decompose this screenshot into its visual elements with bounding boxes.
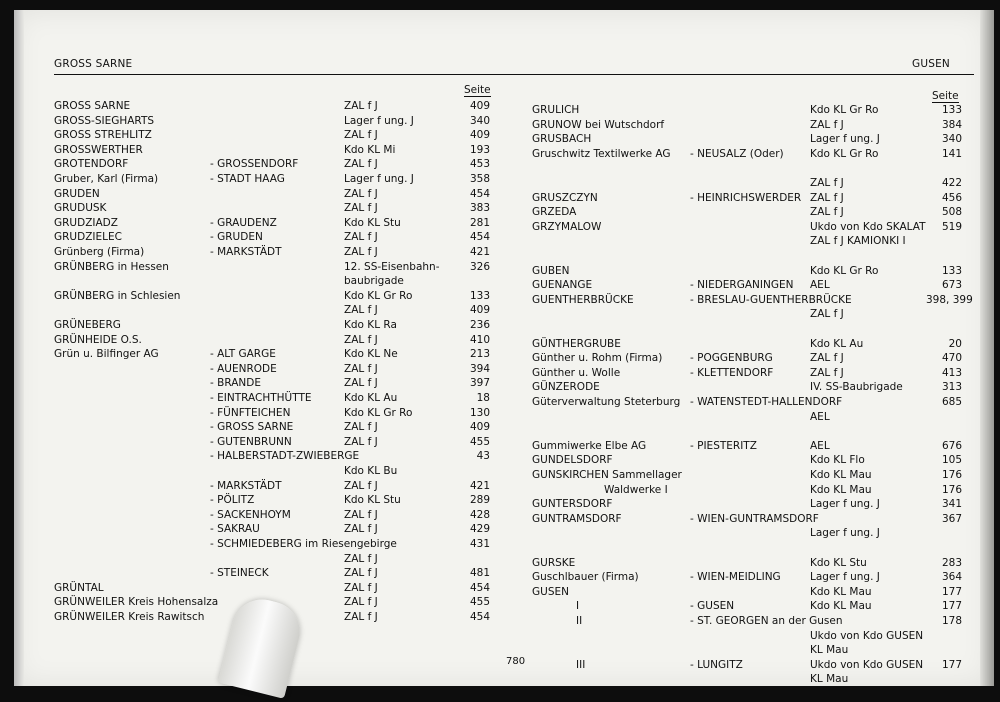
left-entry-subcamp: - MARKSTÄDT bbox=[210, 246, 282, 258]
left-entry-type: Lager f ung. J bbox=[344, 173, 414, 185]
right-entry-page: 105 bbox=[941, 454, 962, 467]
header-right-title: GUSEN bbox=[912, 58, 950, 70]
right-entry-type: KL Mau bbox=[810, 673, 849, 686]
left-entry-name: GROSS STREHLITZ bbox=[54, 129, 152, 142]
header-rule bbox=[54, 74, 974, 75]
right-entry-subcamp: - PIESTERITZ bbox=[690, 439, 757, 452]
right-entry-subcamp: - BRESLAU-GUENTHERBRÜCKE bbox=[690, 293, 852, 306]
left-entry-type: ZAL f J bbox=[344, 246, 378, 258]
right-entry-type: ZAL f J bbox=[810, 118, 844, 131]
right-entry-page: 422 bbox=[941, 177, 962, 189]
left-entry-name: GRUDZIELEC bbox=[54, 231, 122, 244]
left-entry-type: Kdo KL Mi bbox=[344, 143, 396, 156]
left-entry-subcamp: - STEINECK bbox=[210, 567, 269, 580]
right-entry-page: 340 bbox=[941, 133, 962, 146]
left-entry-type: ZAL f J bbox=[344, 596, 378, 609]
left-entry-page: 431 bbox=[469, 538, 490, 550]
left-entry-type: Kdo KL Stu bbox=[344, 494, 401, 507]
right-entry-subcamp: - WATENSTEDT-HALLENDORF bbox=[690, 396, 843, 408]
left-entry-name: GRUDEN bbox=[54, 187, 100, 200]
left-entry-subcamp: - BRANDE bbox=[210, 377, 261, 390]
left-entry-name: GROTENDORF bbox=[54, 158, 129, 171]
left-entry-page: 193 bbox=[469, 143, 490, 156]
right-entry-page: 398, 399 bbox=[926, 293, 973, 306]
right-seite-heading: Seite bbox=[932, 90, 959, 102]
left-entry-subcamp: - PÖLITZ bbox=[210, 494, 255, 507]
left-entry-type: Kdo KL Bu bbox=[344, 465, 398, 477]
left-entry-page: 133 bbox=[469, 289, 490, 302]
left-entry-page: 130 bbox=[469, 406, 490, 419]
right-entry-name: GURSKE bbox=[532, 556, 576, 569]
right-entry-type: Lager f ung. J bbox=[810, 527, 880, 540]
left-entry-page: 455 bbox=[469, 435, 490, 448]
right-entry-name: GUBEN bbox=[532, 264, 570, 277]
right-entry-name: GUNTERSDORF bbox=[532, 498, 613, 511]
right-entry-page: 673 bbox=[941, 279, 962, 292]
left-entry-type: ZAL f J bbox=[344, 552, 378, 565]
right-entry-name: GUENTHERBRÜCKE bbox=[532, 293, 634, 306]
left-entry-subcamp: - GUTENBRUNN bbox=[210, 435, 292, 448]
right-entry-subcamp: - WIEN-GUNTRAMSDORF bbox=[690, 512, 819, 525]
right-entry-page: 133 bbox=[941, 264, 962, 277]
right-entry-name: III bbox=[576, 658, 586, 671]
right-entry-type: ZAL f J bbox=[810, 352, 844, 365]
right-entry-type: ZAL f J bbox=[810, 366, 844, 379]
right-entry-type: ZAL f J bbox=[810, 206, 844, 219]
left-entry-page: 410 bbox=[469, 333, 490, 346]
left-entry-subcamp: - STADT HAAG bbox=[210, 173, 285, 185]
right-entry-type: ZAL f J bbox=[810, 308, 844, 321]
right-entry-type: KL Mau bbox=[810, 644, 849, 657]
right-entry-type: AEL bbox=[810, 410, 830, 423]
right-entry-name: GRZYMALOW bbox=[532, 220, 602, 233]
left-entry-name: GRÜNBERG in Hessen bbox=[54, 260, 169, 273]
right-entry-name: Günther u. Rohm (Firma) bbox=[532, 352, 663, 365]
left-entry-type: ZAL f J bbox=[344, 421, 378, 434]
left-entry-page: 281 bbox=[469, 216, 490, 229]
book-page bbox=[14, 10, 990, 686]
right-entry-type: ZAL f J bbox=[810, 191, 844, 204]
left-entry-subcamp: - GROSS SARNE bbox=[210, 421, 294, 434]
right-entry-name: GÜNTHERGRUBE bbox=[532, 337, 621, 350]
left-entry-name: GRÜNHEIDE O.S. bbox=[54, 333, 142, 346]
right-entry-page: 341 bbox=[941, 498, 962, 511]
right-entry-page: 20 bbox=[948, 337, 962, 350]
left-seite-heading: Seite bbox=[464, 84, 491, 96]
right-entry-page: 176 bbox=[941, 483, 962, 496]
left-entry-type: Kdo KL Gr Ro bbox=[344, 289, 413, 302]
right-entry-type: Kdo KL Mau bbox=[810, 469, 872, 481]
left-entry-page: 421 bbox=[469, 246, 490, 258]
right-entry-subcamp: - GUSEN bbox=[690, 600, 735, 613]
left-entry-type: Kdo KL Gr Ro bbox=[344, 406, 413, 419]
left-entry-type: ZAL f J bbox=[344, 129, 378, 142]
right-entry-type: Lager f ung. J bbox=[810, 571, 880, 584]
left-entry-subcamp: - ALT GARGE bbox=[210, 348, 276, 361]
left-entry-page: 358 bbox=[469, 173, 490, 185]
left-entry-page: 383 bbox=[469, 202, 490, 215]
right-entry-subcamp: - POGGENBURG bbox=[690, 352, 773, 365]
right-entry-page: 456 bbox=[941, 191, 962, 204]
right-entry-subcamp: - LUNGITZ bbox=[690, 658, 743, 671]
right-entry-type: Kdo KL Flo bbox=[810, 454, 865, 467]
left-entry-page: 409 bbox=[469, 304, 490, 317]
left-entry-name: GRÜNWEILER Kreis Rawitsch bbox=[54, 611, 205, 623]
left-entry-page: 454 bbox=[469, 611, 490, 623]
right-entry-page: 313 bbox=[941, 381, 962, 394]
left-entry-type: Kdo KL Stu bbox=[344, 216, 401, 229]
left-entry-subcamp: - HALBERSTADT-ZWIEBERGE bbox=[210, 450, 360, 463]
right-entry-name: GUENANGE bbox=[532, 279, 593, 292]
left-entry-type: ZAL f J bbox=[344, 304, 378, 317]
right-entry-page: 685 bbox=[941, 396, 962, 408]
left-entry-type: ZAL f J bbox=[344, 435, 378, 448]
left-entry-page: 428 bbox=[469, 508, 490, 521]
right-entry-page: 141 bbox=[941, 147, 962, 160]
right-entry-subcamp: - WIEN-MEIDLING bbox=[690, 571, 781, 584]
right-entry-page: 176 bbox=[941, 469, 962, 481]
right-entry-page: 519 bbox=[941, 220, 962, 233]
right-entry-type: Kdo KL Mau bbox=[810, 585, 872, 598]
left-entry-type: ZAL f J bbox=[344, 508, 378, 521]
right-entry-name: GRUNOW bei Wutschdorf bbox=[532, 118, 665, 131]
right-entry-name: II bbox=[576, 615, 583, 627]
right-entry-page: 364 bbox=[941, 571, 962, 584]
right-entry-page: 177 bbox=[941, 585, 962, 598]
right-entry-type: Ukdo von Kdo GUSEN bbox=[810, 629, 924, 642]
left-entry-type: ZAL f J bbox=[344, 362, 378, 375]
left-entry-page: 394 bbox=[469, 362, 490, 375]
right-entry-name: GÜNZERODE bbox=[532, 381, 600, 394]
left-entry-type: ZAL f J bbox=[344, 479, 378, 492]
left-entry-page: 455 bbox=[469, 596, 490, 609]
left-entry-page: 409 bbox=[469, 421, 490, 434]
left-entry-subcamp: - AUENRODE bbox=[210, 362, 277, 375]
left-entry-type: ZAL f J bbox=[344, 567, 378, 580]
header-left-title: GROSS SARNE bbox=[54, 58, 133, 70]
right-entry-page: 367 bbox=[941, 512, 962, 525]
left-entry-page: 481 bbox=[469, 567, 490, 580]
left-entry-page: 453 bbox=[469, 158, 490, 171]
right-entry-name: GUNTRAMSDORF bbox=[532, 512, 622, 525]
right-entry-type: ZAL f J KAMIONKI I bbox=[810, 235, 906, 248]
right-entry-page: 508 bbox=[941, 206, 962, 219]
right-entry-page: 177 bbox=[941, 658, 962, 671]
right-entry-name: GUNSKIRCHEN Sammellager bbox=[532, 469, 682, 481]
right-entry-name: GRUSBACH bbox=[532, 133, 592, 146]
left-entry-type: ZAL f J bbox=[344, 333, 378, 346]
left-entry-type: baubrigade bbox=[344, 275, 404, 288]
right-entry-page: 384 bbox=[941, 118, 962, 131]
left-entry-type: 12. SS-Eisenbahn- bbox=[344, 260, 440, 273]
left-entry-type: ZAL f J bbox=[344, 231, 378, 244]
right-entry-subcamp: - KLETTENDORF bbox=[690, 366, 774, 379]
left-entry-type: ZAL f J bbox=[344, 158, 378, 171]
left-entry-type: Lager f ung. J bbox=[344, 114, 414, 127]
left-entry-page: 43 bbox=[476, 450, 490, 463]
left-entry-name: GROSS SARNE bbox=[54, 100, 131, 112]
left-entry-type: ZAL f J bbox=[344, 377, 378, 390]
left-entry-name: Gruber, Karl (Firma) bbox=[54, 173, 159, 185]
left-entry-type: ZAL f J bbox=[344, 523, 378, 536]
right-entry-page: 676 bbox=[941, 439, 962, 452]
right-entry-type: Lager f ung. J bbox=[810, 133, 880, 146]
left-entry-name: GROSSWERTHER bbox=[54, 143, 143, 156]
left-entry-type: ZAL f J bbox=[344, 100, 378, 112]
left-entry-name: Grün u. Bilfinger AG bbox=[54, 348, 159, 361]
right-entry-page: 178 bbox=[941, 615, 962, 627]
left-entry-subcamp: - GRAUDENZ bbox=[210, 216, 277, 229]
right-entry-type: Lager f ung. J bbox=[810, 498, 880, 511]
left-entry-page: 454 bbox=[469, 187, 490, 200]
right-entry-subcamp: - ST. GEORGEN an der Gusen bbox=[690, 615, 843, 627]
right-entry-type: Kdo KL Gr Ro bbox=[810, 264, 879, 277]
left-entry-name: Grünberg (Firma) bbox=[54, 246, 145, 258]
left-entry-page: 18 bbox=[476, 392, 490, 404]
right-entry-name: Guschlbauer (Firma) bbox=[532, 571, 639, 584]
left-entry-page: 340 bbox=[469, 114, 490, 127]
right-entry-type: Kdo KL Au bbox=[810, 337, 864, 350]
left-entry-subcamp: - EINTRACHTHÜTTE bbox=[210, 392, 312, 404]
left-entry-page: 236 bbox=[469, 319, 490, 331]
left-entry-name: GRÜNEBERG bbox=[54, 319, 121, 331]
left-entry-page: 409 bbox=[469, 129, 490, 142]
left-entry-name: GRÜNBERG in Schlesien bbox=[54, 289, 181, 302]
right-entry-page: 470 bbox=[941, 352, 962, 365]
left-entry-name: GRUDZIADZ bbox=[54, 216, 118, 229]
right-entry-name: GUNDELSDORF bbox=[532, 454, 613, 467]
left-entry-name: GRÜNWEILER Kreis Hohensalza bbox=[54, 596, 219, 609]
left-entry-name: GRÜNTAL bbox=[54, 581, 104, 594]
left-entry-subcamp: - GRUDEN bbox=[210, 231, 263, 244]
right-entry-type: Kdo KL Mau bbox=[810, 483, 872, 496]
right-entry-type: Kdo KL Gr Ro bbox=[810, 147, 879, 160]
left-entry-page: 289 bbox=[469, 494, 490, 507]
right-entry-page: 413 bbox=[941, 366, 962, 379]
left-entry-page: 326 bbox=[469, 260, 490, 273]
left-entry-subcamp: - GROSSENDORF bbox=[210, 158, 299, 171]
left-entry-page: 454 bbox=[469, 581, 490, 594]
left-entry-subcamp: - MARKSTÄDT bbox=[210, 479, 282, 492]
right-entry-subcamp: - NIEDERGANINGEN bbox=[690, 279, 794, 292]
page-left-edge bbox=[14, 10, 24, 686]
left-entry-page: 429 bbox=[469, 523, 490, 536]
right-entry-page: 177 bbox=[941, 600, 962, 613]
page-right-curl bbox=[980, 10, 994, 686]
left-entry-type: ZAL f J bbox=[344, 187, 378, 200]
left-entry-type: Kdo KL Ne bbox=[344, 348, 398, 361]
left-entry-page: 409 bbox=[469, 100, 490, 112]
right-entry-page: 283 bbox=[941, 556, 962, 569]
right-entry-name: Güterverwaltung Steterburg bbox=[532, 396, 681, 408]
left-entry-subcamp: - SACKENHOYM bbox=[210, 508, 291, 521]
left-entry-name: GROSS-SIEGHARTS bbox=[54, 114, 155, 127]
right-entry-type: AEL bbox=[810, 439, 830, 452]
left-entry-type: Kdo KL Au bbox=[344, 392, 398, 404]
right-entry-page: 133 bbox=[941, 104, 962, 116]
right-entry-type: Kdo KL Mau bbox=[810, 600, 872, 613]
right-entry-name: Günther u. Wolle bbox=[532, 366, 621, 379]
right-entry-name: Gruschwitz Textilwerke AG bbox=[532, 147, 671, 160]
right-entry-subcamp: - HEINRICHSWERDER bbox=[690, 191, 802, 204]
right-entry-name: GRZEDA bbox=[532, 206, 577, 219]
left-entry-subcamp: - FÜNFTEICHEN bbox=[210, 406, 291, 419]
left-entry-subcamp: - SAKRAU bbox=[210, 523, 260, 536]
right-entry-name: I bbox=[576, 600, 580, 613]
left-entry-page: 454 bbox=[469, 231, 490, 244]
right-entry-name: Gummiwerke Elbe AG bbox=[532, 439, 647, 452]
right-entry-subcamp: - NEUSALZ (Oder) bbox=[690, 147, 784, 160]
right-entry-type: AEL bbox=[810, 279, 830, 292]
left-entry-type: ZAL f J bbox=[344, 611, 378, 623]
right-entry-type: Ukdo von Kdo GUSEN bbox=[810, 658, 924, 671]
left-entry-page: 397 bbox=[469, 377, 490, 390]
right-entry-type: ZAL f J bbox=[810, 177, 844, 189]
left-entry-type: Kdo KL Ra bbox=[344, 319, 397, 331]
left-entry-name: GRUDUSK bbox=[54, 202, 107, 215]
right-entry-type: Kdo KL Stu bbox=[810, 556, 867, 569]
page-number: 780 bbox=[506, 656, 526, 667]
right-entry-name: Waldwerke I bbox=[604, 483, 668, 496]
right-entry-type: Ukdo von Kdo SKALAT bbox=[810, 220, 926, 233]
left-entry-subcamp: - SCHMIEDEBERG im Riesengebirge bbox=[210, 538, 397, 550]
right-entry-name: GRULICH bbox=[532, 104, 580, 116]
left-entry-type: ZAL f J bbox=[344, 202, 378, 215]
right-entry-name: GRUSZCZYN bbox=[532, 191, 598, 204]
right-entry-type: Kdo KL Gr Ro bbox=[810, 104, 879, 116]
left-entry-page: 421 bbox=[469, 479, 490, 492]
left-entry-type: ZAL f J bbox=[344, 581, 378, 594]
right-entry-name: GUSEN bbox=[532, 585, 569, 598]
left-entry-page: 213 bbox=[469, 348, 490, 361]
right-entry-type: IV. SS-Baubrigade bbox=[810, 381, 903, 394]
